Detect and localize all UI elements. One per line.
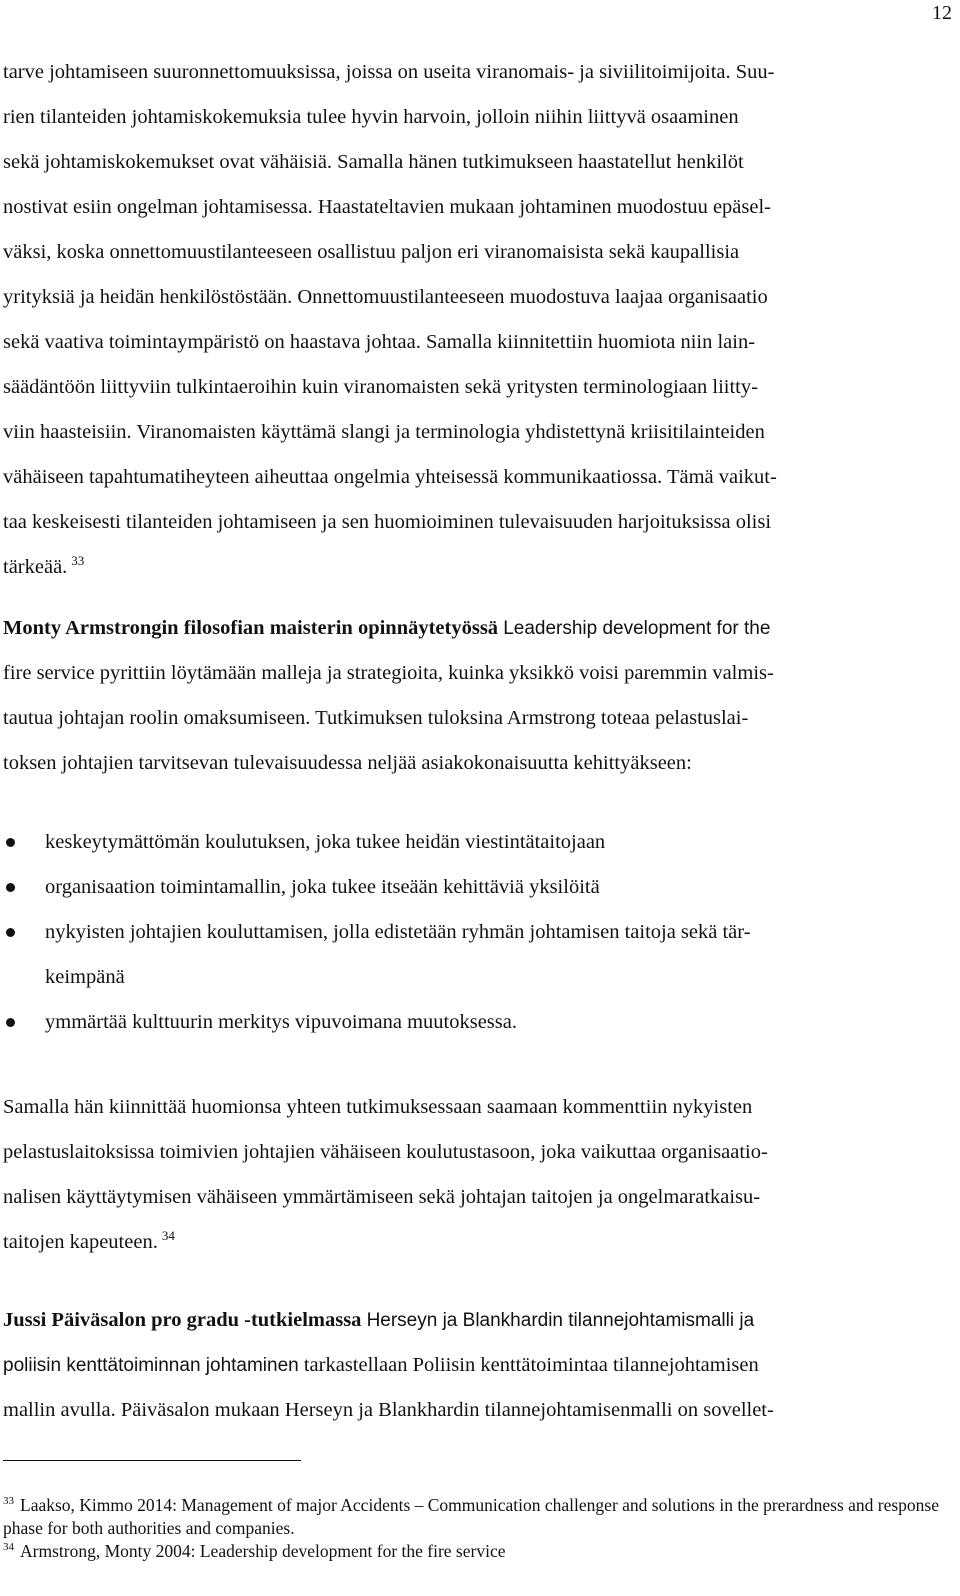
thesis-author-lead: Monty Armstrongin filosofian maisterin opinnäytetyössä [3,617,499,639]
text-line: taa keskeisesti tilanteiden johtamiseen ja sen huomioiminen tulevaisuuden harjoituksissa olisi [3,511,772,533]
text-line: vähäiseen tapahtumatiheyteen aiheuttaa ongelmia yhteisessä kommunikaatiossa. Tämä vaikut- [3,466,777,488]
text-line: Samalla hän kiinnittää huomionsa yhteen tutkimuksessaan saamaan kommenttiin nykyisten [3,1096,753,1118]
list-item-text: nykyisten johtajien kouluttamisen, jolla edistetään ryhmän johtamisen taitoja sekä tär-keimpänä [45,921,751,988]
text-line: fire service pyrittiin löytämään malleja ja strategioita, kuinka yksikkö voisi paremmin valmis- [3,662,774,684]
text-line: säädäntöön liittyviin tulkintaeroihin kuin viranomaisten sekä yritysten terminologiaan liitty- [3,376,758,398]
footnote-number: 33 [3,1495,14,1508]
footnote-divider [3,1460,301,1461]
text-line [3,606,940,651]
footnote-number: 34 [3,1541,14,1554]
text-line: pelastuslaitoksissa toimivien johtajien vähäiseen koulutustasoon, joka vaikuttaa organisaatio- [3,1141,768,1163]
paragraph-3 [3,1085,940,1265]
text-line [3,1298,940,1343]
footnote-34 [3,1540,940,1563]
text-line: sekä vaativa toimintaympäristö on haastava johtaa. Samalla kiinnitettiin huomiota niin lain- [3,331,756,353]
thesis-author-lead: Jussi Päiväsalon pro gradu -tutkielmassa [3,1309,362,1331]
text-line [3,545,940,590]
text-line: mallin avulla. Päiväsalon mukaan Herseyn ja Blankhardin tilannejohtamisenmalli on sovellet- [3,1399,774,1421]
bullet-icon [6,883,15,892]
page-number: 12 [932,2,952,24]
footnote-text: Laakso, Kimmo 2014: Management of major Accidents – Communication challenger and solutions in the prerardness and response phase for both authorities and companies. [3,1495,940,1538]
text-line-end: tärkeää. [3,556,68,578]
list-item [3,865,940,910]
list-item [3,1000,940,1045]
text-line: toksen johtajien tarvitsevan tulevaisuudessa neljää asiakokonaisuutta kehittyäkseen: [3,752,692,774]
thesis-title: Herseyn ja Blankhardin tilannejohtamismalli ja [366,1310,755,1331]
paragraph-2 [3,606,940,786]
text-line-rest: tarkastellaan Poliisin kenttätoimintaa tilannejohtamisen [303,1354,759,1376]
text-line: sekä johtamiskokemukset ovat vähäisiä. Samalla hänen tutkimukseen haastatellut henkilöt [3,151,744,173]
text-line [3,1343,940,1388]
footnote-ref-33[interactable]: 33 [71,553,85,569]
bullet-list [3,820,940,1045]
text-line: rien tilanteiden johtamiskokemuksia tulee hyvin harvoin, jolloin niihin liittyvä osaaminen [3,106,739,128]
list-item [3,910,825,1000]
thesis-title: Leadership development for the [503,618,771,639]
text-line: tarve johtamiseen suuronnettomuuksissa, joissa on useita viranomais- ja siviilitoimijoita. Suu- [3,61,775,83]
bullet-icon [6,1018,15,1027]
list-item-text: organisaation toimintamallin, joka tukee itseään kehittäviä yksilöitä [45,876,600,898]
text-line: nalisen käyttäytymisen vähäiseen ymmärtämiseen sekä johtajan taitojen ja ongelmaratkaisu- [3,1186,761,1208]
text-line: väksi, koska onnettomuustilanteeseen osallistuu paljon eri viranomaisista sekä kaupallisia [3,241,740,263]
bullet-icon [6,838,15,847]
list-item-text: keskeytymättömän koulutuksen, joka tukee heidän viestintätaitojaan [45,831,606,853]
paragraph-4 [3,1298,940,1433]
footnotes [3,1494,940,1563]
text-line-end: taitojen kapeuteen. [3,1231,158,1253]
footnote-text: Armstrong, Monty 2004: Leadership development for the fire service [20,1541,506,1561]
paragraph-1 [3,50,940,590]
bullet-icon [6,928,15,937]
text-line: tautua johtajan roolin omaksumiseen. Tutkimuksen tuloksina Armstrong toteaa pelastuslai- [3,707,749,729]
text-line [3,1220,940,1265]
text-line: nostivat esiin ongelman johtamisessa. Haastateltavien mukaan johtaminen muodostuu epäsel- [3,196,771,218]
text-line: viin haasteisiin. Viranomaisten käyttämä slangi ja terminologia yhdistettynä kriisitilainteiden [3,421,765,443]
text-line: yrityksiä ja heidän henkilöstöstään. Onnettomuustilanteeseen muodostuva laajaa organisaatio [3,286,768,308]
footnote-ref-34[interactable]: 34 [161,1228,175,1244]
footnote-33 [3,1494,940,1540]
list-item [3,820,940,865]
list-item-text: ymmärtää kulttuurin merkitys vipuvoimana muutoksessa. [45,1011,517,1033]
thesis-title-cont: poliisin kenttätoiminnan johtaminen [3,1355,299,1376]
